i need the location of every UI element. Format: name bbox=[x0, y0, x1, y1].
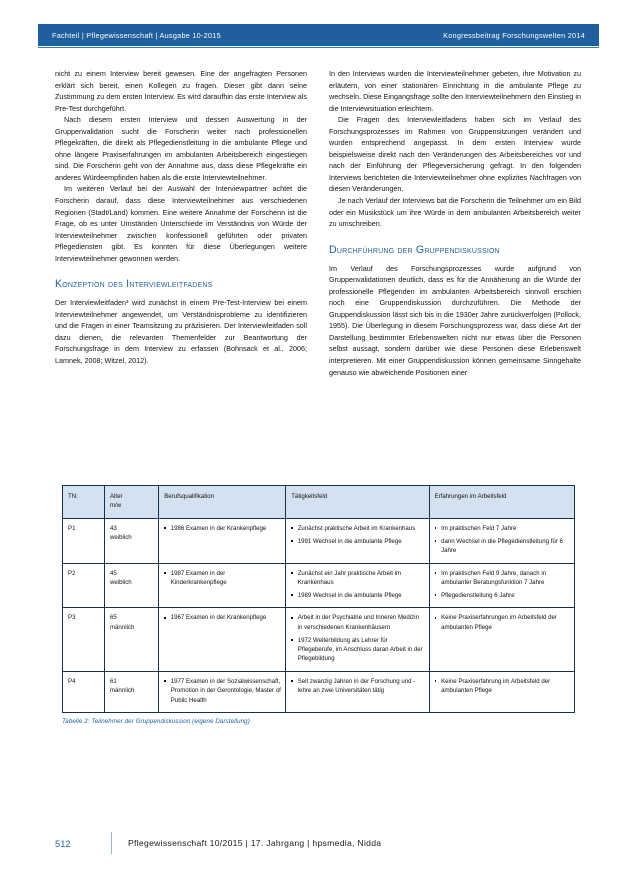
right-column bbox=[329, 68, 581, 378]
paragraph: nicht zu einem Interview bereit gewesen. Eine der angefragten Personen erklärt sich bereit, einen Kollegen zu fragen. Dieser gibt dann seine Zustimmung zu dem ersten Interview. Es wird daraufhin das erste Interview als Pre-Test durchgeführt. bbox=[55, 69, 307, 113]
cell-erfahrungen bbox=[429, 671, 574, 712]
cell-bullet-item: Pflegedienstleitung 6 Jahre bbox=[435, 591, 570, 600]
cell-bullet-list bbox=[164, 613, 281, 622]
cell-bullet-item: Keine Praxiserfahrung im Arbeitsfeld der ambulanten Pflege bbox=[435, 677, 570, 696]
cell-bullet-item: 1986 Examen in der Krankenpflege bbox=[164, 524, 281, 533]
table-row bbox=[63, 518, 575, 563]
cell-bullet-item: 1987 Examen in der Kinderkrankenpflege bbox=[164, 569, 281, 588]
col-header-taetigkeitsfeld: Tätigkeitsfeld bbox=[286, 486, 429, 519]
participants-table bbox=[62, 485, 575, 713]
cell-bullet-item: dann Wechsel in die Pflegedienstleitung für 6 Jahre bbox=[435, 537, 570, 556]
cell-erfahrungen bbox=[429, 608, 574, 672]
cell-bullet-list bbox=[164, 677, 281, 705]
cell-geschlecht-value: männlich bbox=[109, 623, 135, 631]
cell-bullet-item: Zunächst ein Jahr praktische Arbeit im Krankenhaus bbox=[291, 569, 424, 588]
footer-divider bbox=[111, 832, 112, 854]
table-row bbox=[63, 563, 575, 608]
paragraph: Der Interviewleitfaden³ wird zunächst in einem Pre-Test-Interview bei einem Interviewteilnehmer angewendet, um Verständnisprobleme zu identifizieren und die Fragen in einer Teamsitzung zu präzisieren. Der Interviewleitfaden soll dazu dienen, die relevanten Themenfelder zur Beantwortung der Forschungsfrage in dem Interview zu erfassen (Bohnsack et al., 2006; Lamnek, 2008; Witzel, 2012). bbox=[55, 298, 307, 366]
section-heading-durchfuehrung: Durchführung der Gruppendiskussion bbox=[329, 243, 500, 256]
col-header-erfahrungen: Erfahrungen im Arbeitsfeld bbox=[429, 486, 574, 519]
cell-bullet-item: Im praktischen Feld 7 Jahre bbox=[435, 524, 570, 533]
paragraph: Nach diesem ersten Interview und dessen Auswertung in der Gruppenvalidation sucht die Forscherin weiter nach professionellen Pflegekräften, die direkt als Pflegedienstleitung in die ambulante Pflege und ohne längere Praxiserfahrungen im ambulanten Arbeitsbereich eingestiegen sind. Die Forscherin geht von der Annahme aus, dass diese Pflegekräfte ein anderes Würdeempfinden haben als die erste Interviewteilnehmer. bbox=[55, 115, 307, 182]
col-header-alter bbox=[104, 486, 158, 519]
cell-tn: P2 bbox=[63, 563, 105, 608]
cell-berufsqualifikation bbox=[159, 608, 286, 672]
table-caption: Tabelle 2: Teilnehmer der Gruppendiskussion (eigene Darstellung) bbox=[62, 718, 250, 725]
cell-taetigkeitsfeld bbox=[286, 608, 429, 672]
cell-geschlecht-value: weiblich bbox=[109, 578, 132, 586]
cell-bullet-list bbox=[291, 613, 424, 664]
cell-bullet-list bbox=[435, 524, 570, 556]
header-left-text: Fachteil | Pflegewissenschaft | Ausgabe 10-2015 bbox=[52, 30, 221, 40]
cell-taetigkeitsfeld bbox=[286, 563, 429, 608]
cell-erfahrungen bbox=[429, 518, 574, 563]
cell-alter bbox=[104, 518, 158, 563]
col-header-alter-label: Alter bbox=[109, 493, 123, 500]
cell-bullet-item: 1972 Weiterbildung als Lehrer für Pflegeberufe, im Anschluss daran Arbeit in der Pflegebildung bbox=[291, 636, 424, 664]
cell-bullet-list bbox=[435, 569, 570, 601]
table-row bbox=[63, 671, 575, 712]
page-number: 512 bbox=[55, 837, 71, 849]
cell-berufsqualifikation bbox=[159, 563, 286, 608]
table-header-row bbox=[63, 486, 575, 519]
header-right-text: Kongressbeitrag Forschungswelten 2014 bbox=[443, 30, 585, 40]
header-rule bbox=[38, 47, 599, 48]
col-header-alter-sub: m/w bbox=[109, 502, 122, 510]
left-column bbox=[55, 68, 307, 378]
cell-bullet-item: 1989 Wechsel in die ambulante Pflege bbox=[291, 591, 424, 600]
cell-bullet-item: 1991 Wechsel in die ambulante Pflege bbox=[291, 537, 424, 546]
paragraph: Im weiteren Verlauf bei der Auswahl der Interviewpartner achtet die Forscherin darauf, dass diese Interviewteilnehmer aus verschiedenen Regionen (Stadt/Land) kommen. Eine weitere Annahme der Forschenn ist die Frage, ob es unter Umständen Unterschiede im Verständnis von Würde der Interviewteilnehmer zwischen konfessionell geführten oder privaten Pflegediensten gibt. Es konnten für diese Überlegungen weitere Interviewteilnehmer gewonnen werden. bbox=[55, 184, 307, 263]
paragraph: In den Interviews wurden die Interviewteilnehmer gebeten, ihre Motivation zu erläutern, von einer stationären Einrichtung in die ambulante Pflege zu wechseln. Diese Eingangsfrage sollte den Interviewteilnehmern den Einstieg in die Interviewsituation erleichtern. bbox=[329, 69, 581, 113]
article-columns bbox=[55, 68, 582, 378]
paragraph: Im Verlauf des Forschungsprozesses wurde aufgrund von Gruppenvalidationen deutlich, dass es für die Annäherung an die Würde der professionelle Pflegenden im ambulanten Arbeitsbereich sinnvoll erschien noch eine Gruppendiskussion durchzuführen. Die Methode der Gruppendiskussion lässt sich bis in die 1930er Jahre zurückverfolgen (Pollock, 1955). Die Überlegung in diesem Forschungsprozess war, dass diese Art der Darstellung bestimmter Erlebenswelten nicht nur etwas über die Personen selbst aussagt, sondern darüber wie diese Personen diese Erlebenswelt interpretieren. Mit einer Gruppendiskussion können gemeinsame Sinngehalte genauso wie abweichende Positionen einer bbox=[329, 263, 581, 377]
cell-bullet-list bbox=[291, 569, 424, 601]
cell-bullet-list bbox=[164, 569, 281, 588]
cell-bullet-list bbox=[291, 524, 424, 546]
cell-bullet-item: 1977 Examen in der Sozialwissenschaft, Promotion in der Gerontologie, Master of Public Health bbox=[164, 677, 281, 705]
cell-bullet-item: Keine Praxiserfahrungen im Arbeitsfeld der ambulanten Pflege bbox=[435, 613, 570, 632]
cell-alter bbox=[104, 671, 158, 712]
cell-bullet-list bbox=[164, 524, 281, 533]
cell-bullet-item: Zunächst praktische Arbeit im Krankenhaus bbox=[291, 524, 424, 533]
paragraph: Je nach Verlauf der Interviews bat die Forscherin die Teilnehmer um ein Bild oder ein Musikstück um ihre Würde in dem ambulanten Arbeitsbereich weiter zu umschreiben. bbox=[329, 196, 581, 229]
footer-text: Pflegewissenschaft 10/2015 | 17. Jahrgang | hpsmedia, Nidda bbox=[128, 838, 382, 848]
section-heading-konzeption: Konzeption des Interviewleitfadens bbox=[55, 278, 213, 291]
cell-bullet-item: Im praktischen Feld 9 Jahre, danach in ambulanter Beratungsfunktion 7 Jahre bbox=[435, 569, 570, 588]
paragraph: Die Fragen des Interviewleitfadens haben sich im Verlauf des Forschungsprozesses im Rahmen von Gruppensitzungen verändert und wurden entsprechend angepasst. In dem ersten Interview wurde beispielsweise direkt nach den Veränderungen des Arbeitsbereiches vor und nach der Einführung der Pflegeversicherung gefragt. In den folgenden Interviews berichteten die Interviewteilnehmer ohne explizites Nachfragen von diesen Veränderungen. bbox=[329, 115, 581, 194]
cell-tn: P1 bbox=[63, 518, 105, 563]
cell-alter-value: 43 bbox=[109, 524, 117, 532]
cell-bullet-list bbox=[435, 613, 570, 632]
cell-bullet-item: Seit zwanzig Jahren in der Forschung und -lehre an zwei Universitäten tätig bbox=[291, 677, 424, 696]
cell-tn: P4 bbox=[63, 671, 105, 712]
cell-alter-value: 65 bbox=[109, 614, 117, 622]
cell-bullet-list bbox=[291, 677, 424, 696]
cell-tn: P3 bbox=[63, 608, 105, 672]
cell-alter bbox=[104, 563, 158, 608]
cell-bullet-list bbox=[435, 677, 570, 696]
col-header-berufsqualifikation: Berufsqualifikation bbox=[159, 486, 286, 519]
cell-taetigkeitsfeld bbox=[286, 671, 429, 712]
table-body bbox=[63, 518, 575, 712]
cell-geschlecht-value: männlich bbox=[109, 687, 135, 695]
cell-bullet-item: 1967 Examen in der Krankenpflege bbox=[164, 613, 281, 622]
page-header-band bbox=[38, 24, 599, 46]
cell-bullet-item: Arbeit in der Psychiatrie und Inneren Medizin in verschiedenen Krankenhäusern bbox=[291, 613, 424, 632]
cell-berufsqualifikation bbox=[159, 518, 286, 563]
cell-alter-value: 61 bbox=[109, 677, 117, 685]
col-header-tn: TN: bbox=[63, 486, 105, 519]
cell-alter-value: 45 bbox=[109, 569, 117, 577]
cell-taetigkeitsfeld bbox=[286, 518, 429, 563]
page-footer bbox=[55, 832, 582, 854]
cell-alter bbox=[104, 608, 158, 672]
table-header bbox=[63, 486, 575, 519]
participants-table-wrapper bbox=[62, 485, 575, 725]
cell-erfahrungen bbox=[429, 563, 574, 608]
cell-geschlecht-value: weiblich bbox=[109, 534, 132, 542]
table-row bbox=[63, 608, 575, 672]
cell-berufsqualifikation bbox=[159, 671, 286, 712]
